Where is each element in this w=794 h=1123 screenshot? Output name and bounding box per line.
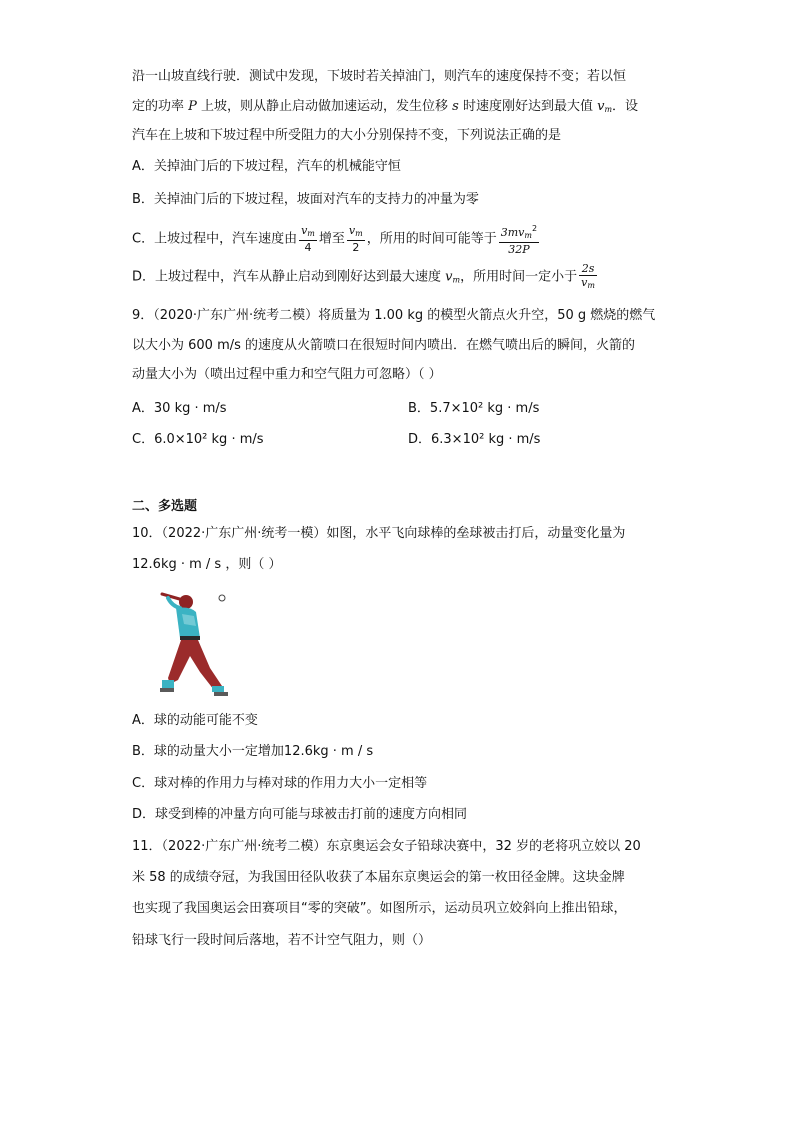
section-title-multiple-choice: 二、多选题 xyxy=(132,499,198,514)
fraction-vm-over-4: $\frac{v_m}{4}$ xyxy=(301,224,315,254)
q8-option-c: C．上坡过程中，汽车速度由 $\frac{v_m}{4}$ 增至 $\frac{v_m}{2}$ ，所用的时间可能等于 $\frac{3mv_m^2}{32P}$ xyxy=(132,224,538,256)
q10-line-1: 10．（2022·广东广州·统考一模）如图，水平飞向球棒的垒球被击打后，动量变化量为 xyxy=(132,526,626,541)
q8-option-b: B．关掉油门后的下坡过程，坡面对汽车的支持力的冲量为零 xyxy=(132,192,479,207)
fraction-time-expression: $\frac{3mv_m^2}{32P}$ xyxy=(500,224,538,256)
baseball xyxy=(219,595,225,601)
intro-line-2: 定的功率 P 上坡，则从静止启动做加速运动，发生位移 s 时速度刚好达到最大值 $v_m$．设 xyxy=(132,99,639,114)
q10-option-b: B．球的动量大小一定增加12.6kg · m / s xyxy=(132,744,374,759)
q9-option-c: C．6.0×10² kg · m/s xyxy=(132,432,264,447)
q11-line-4: 铅球飞行一段时间后落地，若不计空气阻力，则（） xyxy=(132,933,432,948)
intro-line-3: 汽车在上坡和下坡过程中所受阻力的大小分别保持不变，下列说法正确的是 xyxy=(132,128,562,143)
q8-option-a: A．关掉油门后的下坡过程，汽车的机械能守恒 xyxy=(132,159,401,174)
fraction-2s-over-vm: $\frac{2s}{v_m}$ xyxy=(581,262,595,290)
q11-line-1: 11．（2022·广东广州·统考二模）东京奥运会女子铅球决赛中，32 岁的老将巩立姣以 20 xyxy=(132,839,641,854)
shoe xyxy=(214,692,228,696)
q8-option-d: D．上坡过程中，汽车从静止启动到刚好达到最大速度 $v_m$，所用时间一定小于 $\frac{2s}{v_m}$ xyxy=(132,262,595,290)
q10-option-c: C．球对棒的作用力与棒对球的作用力大小一定相等 xyxy=(132,776,428,791)
pants xyxy=(168,640,222,690)
q9-line-2: 以大小为 600 m/s 的速度从火箭喷口在很短时间内喷出．在燃气喷出后的瞬间，火箭的 xyxy=(132,338,636,353)
q10-option-a: A．球的动能可能不变 xyxy=(132,713,258,728)
fraction-vm-over-2: $\frac{v_m}{2}$ xyxy=(348,224,363,254)
intro-line-1: 沿一山坡直线行驶．测试中发现，下坡时若关掉油门，则汽车的速度保持不变；若以恒 xyxy=(132,69,627,84)
q11-line-3: 也实现了我国奥运会田赛项目“零的突破”。如图所示，运动员巩立姣斜向上推出铅球， xyxy=(132,901,627,916)
q9-option-b: B．5.7×10² kg · m/s xyxy=(408,401,540,416)
q10-line-2: 12.6kg · m / s ，则（ ） xyxy=(132,557,282,572)
q9-line-1: 9．（2020·广东广州·统考二模）将质量为 1.00 kg 的模型火箭点火升空，50 g 燃烧的燃气 xyxy=(132,308,656,323)
q11-line-2: 米 58 的成绩夺冠，为我国田径队收获了本届东京奥运会的第一枚田径金牌。这块金牌 xyxy=(132,870,625,885)
q9-option-d: D．6.3×10² kg · m/s xyxy=(408,432,541,447)
baseball-batter-figure xyxy=(150,586,250,700)
q10-option-d: D．球受到棒的冲量方向可能与球被击打前的速度方向相同 xyxy=(132,807,468,822)
q9-line-3: 动量大小为（喷出过程中重力和空气阻力可忽略）（ ） xyxy=(132,367,442,382)
shoe xyxy=(160,688,174,692)
q9-option-a: A．30 kg · m/s xyxy=(132,401,227,416)
